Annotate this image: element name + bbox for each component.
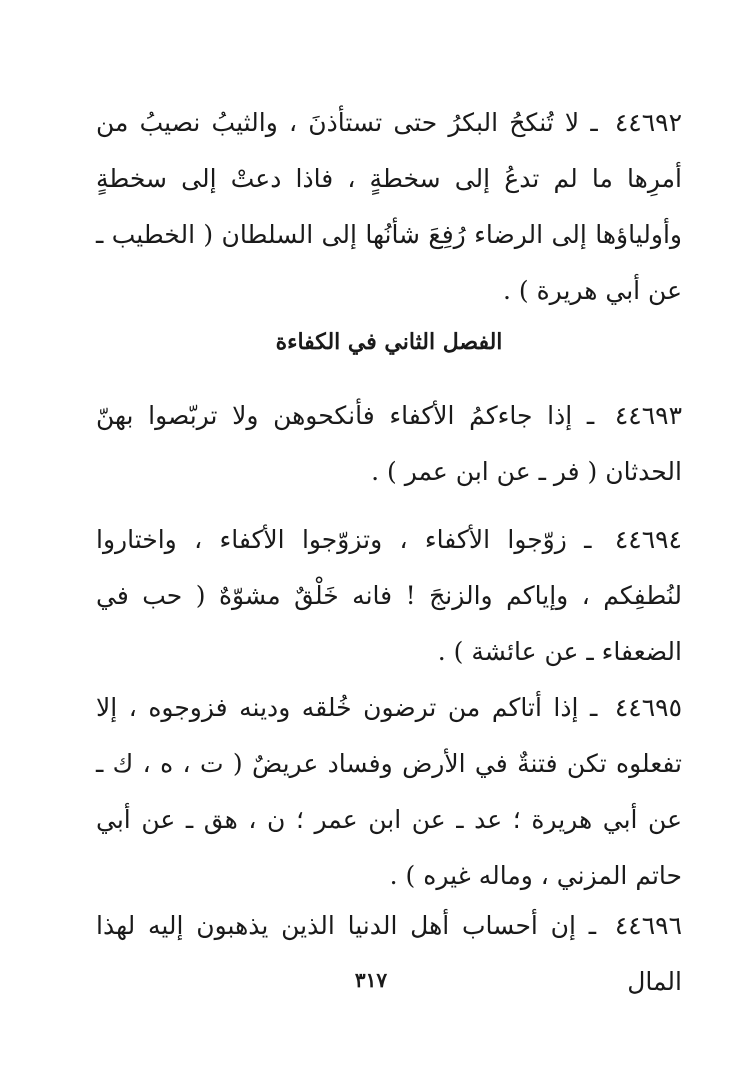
hadith-number: ٤٤٦٩٣ xyxy=(614,401,682,430)
hadith-44696 xyxy=(96,898,682,1010)
hadith-44694 xyxy=(96,512,682,680)
hadith-44692 xyxy=(96,95,682,319)
hadith-text: ـ إذا جاءكمُ الأكفاء فأنكحوهن ولا تربّصوا بهنّ الحدثان ( فر ـ عن ابن عمر ) . xyxy=(96,401,682,486)
hadith-number: ٤٤٦٩٥ xyxy=(614,693,682,722)
hadith-text: ـ زوّجوا الأكفاء ، وتزوّجوا الأكفاء ، واختاروا لنُطفِكم ، وإياكم والزنجَ ! فانه خَلْقٌ مشوّهٌ ( حب في الضعفاء ـ عن عائشة ) . xyxy=(96,525,682,666)
section-heading: الفصل الثاني في الكفاءة xyxy=(275,329,503,355)
hadith-44693 xyxy=(96,388,682,500)
hadith-text: ـ إذا أتاكم من ترضون خُلقه ودينه فزوجوه ، إلا تفعلوه تكن فتنةٌ في الأرض وفساد عريضٌ ( ت ، ه ، ك ـ عن أبي هريرة ؛ عد ـ عن ابن عمر ؛ ن ، هق ـ عن أبي حاتم المزني ، وماله غيره ) . xyxy=(96,693,682,890)
hadith-text: ـ إن أحساب أهل الدنيا الذين يذهبون إليه لهذا المال xyxy=(96,911,682,996)
hadith-number: ٤٤٦٩٤ xyxy=(614,525,682,554)
hadith-44695 xyxy=(96,680,682,904)
hadith-text: ـ لا تُنكحُ البكرُ حتى تستأذنَ ، والثيبُ نصيبُ من أمرِها ما لم تدعُ إلى سخطةٍ ، فاذا دعتْ إلى سخطةٍ وأولياؤها إلى الرضاء رُفِعَ شأنُها إلى السلطان ( الخطيب ـ عن أبي هريرة ) . xyxy=(96,108,682,305)
hadith-number: ٤٤٦٩٦ xyxy=(614,911,682,940)
hadith-number: ٤٤٦٩٢ xyxy=(614,108,682,137)
page-number: ٣١٧ xyxy=(354,968,388,992)
